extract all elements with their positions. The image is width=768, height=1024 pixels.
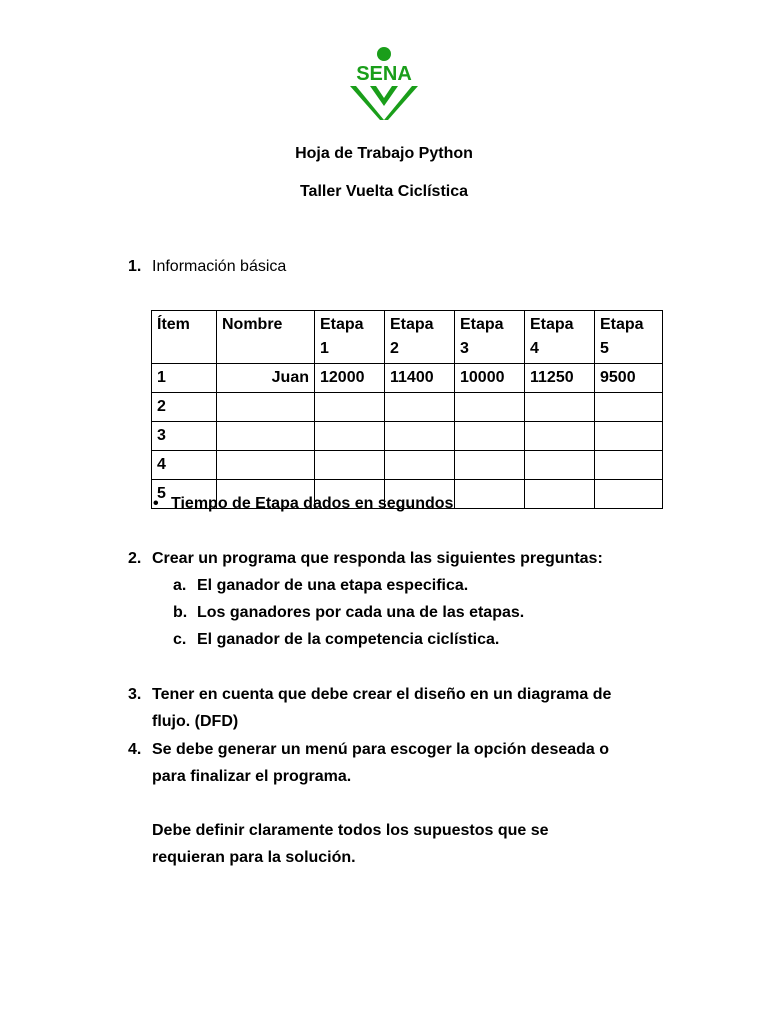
table-cell — [455, 422, 525, 451]
table-cell — [455, 451, 525, 480]
table-header-row — [152, 311, 663, 364]
table-cell: 11400 — [385, 364, 455, 393]
bullet-text: Tiempo de Etapa dados en segundos — [171, 495, 454, 512]
table-header-cell: Etapa 5 — [595, 311, 663, 364]
table-cell — [525, 480, 595, 509]
section-3-number: 3. — [128, 686, 142, 703]
table-header-cell: Nombre — [217, 311, 315, 364]
table-cell — [315, 451, 385, 480]
table-cell: 5 — [152, 480, 217, 509]
section-4-line-2: para finalizar el programa. — [152, 768, 352, 785]
section-1-text: Información básica — [152, 258, 287, 275]
section-1-number: 1. — [128, 258, 142, 275]
table-cell: 4 — [152, 451, 217, 480]
section-3-line-2: flujo. (DFD) — [152, 713, 239, 730]
section-4-line-1: Se debe generar un menú para escoger la opción deseada o — [152, 741, 610, 758]
bullet-dot-icon: • — [153, 495, 159, 512]
section-2-text: Crear un programa que responda las siguientes preguntas: — [152, 550, 603, 567]
table-cell — [525, 393, 595, 422]
table-cell — [217, 393, 315, 422]
table-cell — [595, 480, 663, 509]
section-3-line-1: Tener en cuenta que debe crear el diseño en un diagrama de — [152, 686, 612, 703]
sena-logo-text: SENA — [356, 63, 412, 85]
table-header-cell: Etapa 1 — [315, 311, 385, 364]
table-cell: 9500 — [595, 364, 663, 393]
table-header-cell: Etapa 4 — [525, 311, 595, 364]
bullet-note — [153, 495, 453, 513]
table-row — [152, 364, 663, 393]
table-cell — [525, 422, 595, 451]
table-row — [152, 451, 663, 480]
note-line-2: requieran para la solución. — [152, 849, 356, 866]
section-2-item-c-letter: c. — [173, 631, 187, 648]
table-cell — [595, 393, 663, 422]
table-cell — [217, 451, 315, 480]
table-cell — [385, 422, 455, 451]
table-cell — [595, 422, 663, 451]
table-cell: 12000 — [315, 364, 385, 393]
page-subtitle: Taller Vuelta Ciclística — [299, 183, 469, 200]
table-cell: 10000 — [455, 364, 525, 393]
table-cell — [315, 393, 385, 422]
table-cell: Juan — [217, 364, 315, 393]
sena-logo-graphic — [342, 44, 426, 124]
table-row — [152, 422, 663, 451]
section-4-number: 4. — [128, 741, 142, 758]
note-line-1: Debe definir claramente todos los supuestos que se — [152, 822, 549, 839]
section-2-item-c-text: El ganador de la competencia ciclística. — [197, 631, 500, 648]
table-header-cell: Etapa 3 — [455, 311, 525, 364]
table-cell — [455, 480, 525, 509]
section-2-item-a-text: El ganador de una etapa especifica. — [197, 577, 469, 594]
table-cell — [315, 422, 385, 451]
section-2-item-a-letter: a. — [173, 577, 187, 594]
table-cell — [595, 451, 663, 480]
table-cell — [455, 393, 525, 422]
section-2-item-b-letter: b. — [173, 604, 188, 621]
table-cell: 2 — [152, 393, 217, 422]
table-cell — [385, 451, 455, 480]
table-header-cell: Ítem — [152, 311, 217, 364]
table-cell — [385, 393, 455, 422]
table-cell: 11250 — [525, 364, 595, 393]
sena-logo — [342, 44, 426, 124]
section-2-number: 2. — [128, 550, 142, 567]
cycling-times-table — [151, 310, 663, 509]
table-cell — [217, 422, 315, 451]
table-row — [152, 393, 663, 422]
table-cell — [525, 451, 595, 480]
page-title: Hoja de Trabajo Python — [295, 145, 473, 162]
table-header-cell: Etapa 2 — [385, 311, 455, 364]
section-2-item-b-text: Los ganadores por cada una de las etapas. — [197, 604, 525, 621]
table-cell: 1 — [152, 364, 217, 393]
table-cell: 3 — [152, 422, 217, 451]
